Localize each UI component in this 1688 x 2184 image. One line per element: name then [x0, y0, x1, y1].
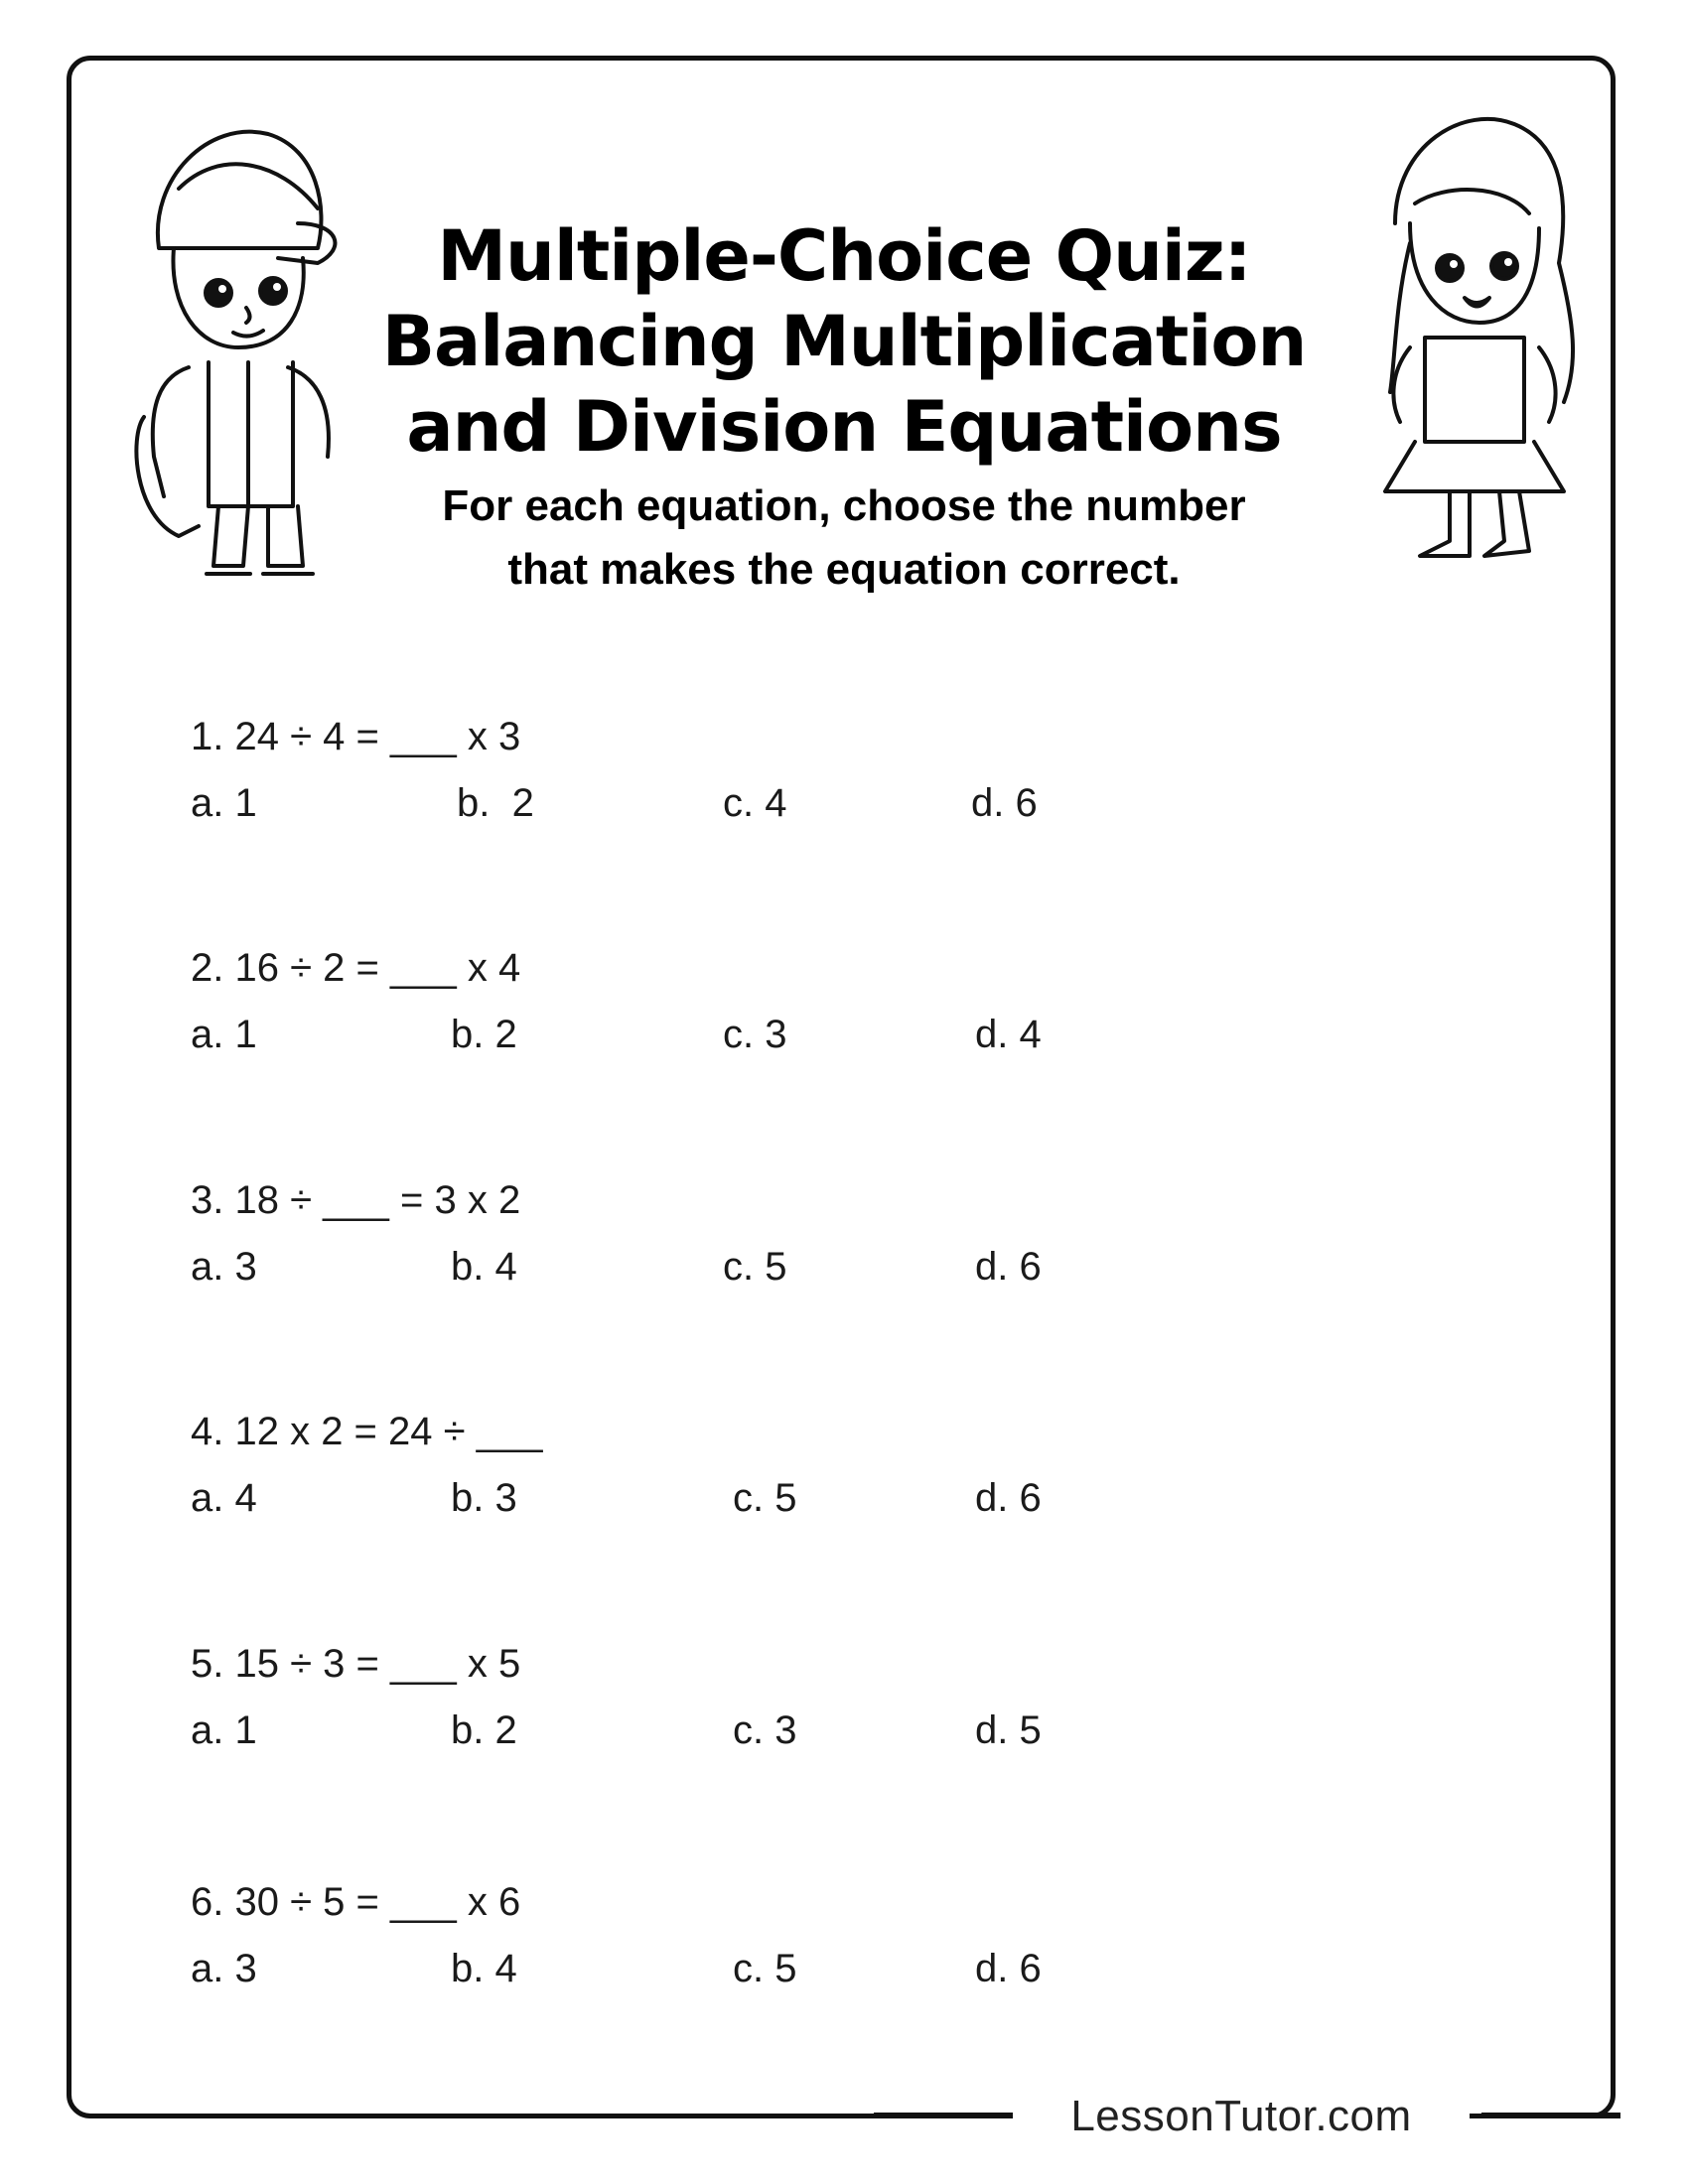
instructions-line-2: that makes the equation correct. — [507, 545, 1181, 594]
question-4 — [191, 1410, 1481, 1529]
question-3 — [191, 1178, 1481, 1297]
question-2 — [191, 946, 1481, 1065]
question-5 — [191, 1642, 1481, 1761]
title-line-3: and Division Equations — [406, 386, 1282, 468]
girl-illustration — [1355, 104, 1589, 571]
option-c[interactable]: c. 5 — [733, 1476, 797, 1520]
option-c[interactable]: c. 4 — [723, 781, 787, 825]
question-text: 4. 12 x 2 = 24 ÷ ___ — [191, 1410, 543, 1453]
option-d[interactable]: d. 6 — [975, 1476, 1042, 1520]
question-text: 6. 30 ÷ 5 = ___ x 6 — [191, 1880, 521, 1924]
instructions-line-1: For each equation, choose the number — [442, 481, 1246, 530]
option-b[interactable]: b. 2 — [451, 1708, 517, 1752]
option-b[interactable]: b. 2 — [457, 781, 534, 825]
option-a[interactable]: a. 1 — [191, 1708, 257, 1752]
question-1 — [191, 715, 1481, 834]
option-b[interactable]: b. 3 — [451, 1476, 517, 1520]
option-a[interactable]: a. 1 — [191, 781, 257, 825]
footer-rule-left — [874, 2113, 1023, 2118]
footer-rule-right — [1481, 2113, 1620, 2118]
option-c[interactable]: c. 3 — [723, 1013, 787, 1056]
option-a[interactable]: a. 3 — [191, 1947, 257, 1990]
question-text: 5. 15 ÷ 3 = ___ x 5 — [191, 1642, 521, 1686]
option-c[interactable]: c. 5 — [733, 1947, 797, 1990]
option-a[interactable]: a. 1 — [191, 1013, 257, 1056]
option-a[interactable]: a. 4 — [191, 1476, 257, 1520]
option-d[interactable]: d. 4 — [975, 1013, 1042, 1056]
instructions — [338, 475, 1350, 602]
title-line-2: Balancing Multiplication — [381, 301, 1307, 382]
question-text: 3. 18 ÷ ___ = 3 x 2 — [191, 1178, 521, 1222]
option-b[interactable]: b. 4 — [451, 1947, 517, 1990]
quiz-title — [338, 213, 1350, 470]
question-text: 1. 24 ÷ 4 = ___ x 3 — [191, 715, 521, 758]
title-line-1: Multiple-Choice Quiz: — [437, 215, 1251, 297]
question-6 — [191, 1880, 1481, 1999]
boy-illustration — [119, 99, 348, 576]
option-c[interactable]: c. 5 — [723, 1245, 787, 1289]
option-d[interactable]: d. 5 — [975, 1708, 1042, 1752]
site-credit: LessonTutor.com — [1070, 2092, 1412, 2140]
option-d[interactable]: d. 6 — [975, 1947, 1042, 1990]
footer — [1013, 2087, 1470, 2146]
option-c[interactable]: c. 3 — [733, 1708, 797, 1752]
option-b[interactable]: b. 2 — [451, 1013, 517, 1056]
option-a[interactable]: a. 3 — [191, 1245, 257, 1289]
option-b[interactable]: b. 4 — [451, 1245, 517, 1289]
option-d[interactable]: d. 6 — [971, 781, 1038, 825]
option-d[interactable]: d. 6 — [975, 1245, 1042, 1289]
question-text: 2. 16 ÷ 2 = ___ x 4 — [191, 946, 521, 990]
